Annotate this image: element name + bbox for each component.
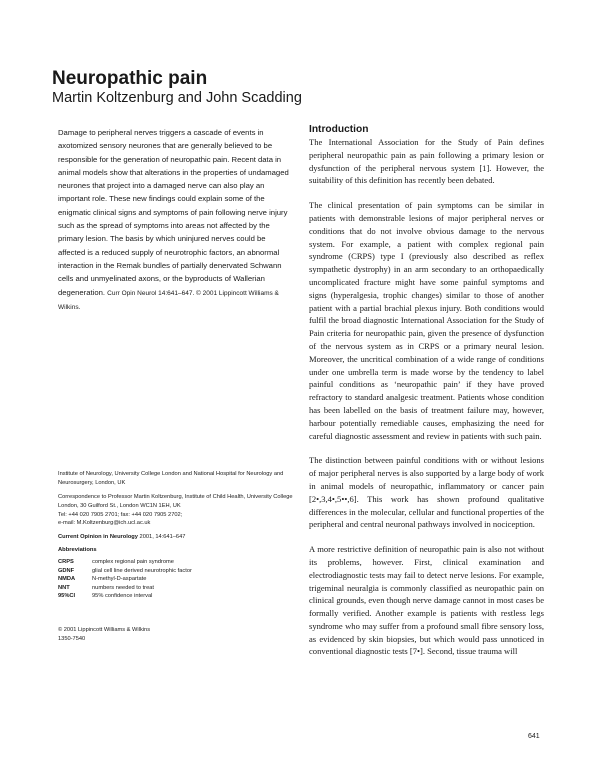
abbreviations-heading: Abbreviations <box>58 547 97 553</box>
abbreviation-item <box>58 567 192 576</box>
abbreviation-value: 95% confidence interval <box>92 593 153 600</box>
introduction-heading: Introduction <box>309 124 369 135</box>
correspondence-email: e-mail: M.Koltzenburg@ich.ucl.ac.uk <box>58 520 151 527</box>
journal-name: Current Opinion in Neurology <box>58 534 138 540</box>
journal-citation <box>58 533 294 542</box>
abbreviation-value: glial cell line derived neurotrophic factor <box>92 567 192 574</box>
correspondence <box>58 493 294 528</box>
copyright-line: © 2001 Lippincott Williams & Wilkins <box>58 627 151 633</box>
correspondence-phone: Tel: +44 020 7905 2701; fax: +44 020 7905 2702; <box>58 511 183 518</box>
introduction-paragraph: The distinction between painful conditions with or without lesions of major peripheral nerves is also supported by a large body of work in animal models of neuropathic, inflammatory or cancer pain [2•,3,4•,5••,6]. This work has shown profound qualitative differences in the molecular, cellular and functional properties of the peripheral and central neuronal pathways involved in nociception. <box>309 455 544 530</box>
copyright-notice <box>58 626 150 644</box>
abbreviation-value: N-methyl-D-aspartate <box>92 576 147 583</box>
abbreviations-list <box>58 558 192 601</box>
abbreviation-item <box>58 592 192 601</box>
abbreviation-key: 95%CI <box>58 593 76 600</box>
introduction-section <box>309 124 544 670</box>
abbreviation-item <box>58 575 192 584</box>
abbreviation-key: NNT <box>58 584 70 591</box>
journal-details: 2001, 14:641–647 <box>139 534 186 540</box>
abstract-text: Damage to peripheral nerves triggers a cascade of events in axotomized sensory neurones that are generally believed to be responsible for the generation of neuropathic pain. Recent data in animal models show that alterations in the properties of undamaged neurones that project into a damaged nerve can also play an important role. These new findings could explain some of the enigmatic clinical signs and symptoms of pain following nerve injury such as the spread of symptoms into areas not affected by the primary lesion. The basis by which uninjured nerves could be affected is a reduced supply of neurotrophic factors, an abnormal interaction in the Remak bundles of partially denervated Schwann cells and unmyelinated axons, or the byproducts of Wallerian degeneration. <box>58 128 289 297</box>
abbreviation-key: NMDA <box>58 576 76 583</box>
correspondence-address: Correspondence to Professor Martin Koltzenburg, Institute of Child Health, University College London, 30 Guilford St., London WC1N 1EH, UK <box>58 494 293 509</box>
abbreviation-item <box>58 584 192 593</box>
introduction-paragraph: The clinical presentation of pain symptoms can be similar in patients with demonstrable lesions of major peripheral nerves or conditions that do not involve obvious damage to the nervous system. For example, a patient with complex regional pain syndrome (CRPS) type I (previously also described as reflex sympathetic dystrophy) in an arm secondary to an orthopaedically uncomplicated fracture might have some painful symptoms and signs (hyperalgesia, trophic changes) similar to those of another patient with a partial brachial plexus injury. Both conditions would fulfil the broad diagnostic International Association for the Study of Pain criteria for neuropathic pain, given the presence of dysfunction of the nervous system as in CRPS or a primary neural lesion. Moreover, the uncritical combination of a wide range of conditions under one umbrella term is made worse by the tendency to label painful conditions as ‘neuropathic pain’ if they have proved refractory to standard analgesic treatment. Patients whose condition has been labelled on the basis of treatment failure may, however, harbour potentially remediable causes, emphasizing the need for careful diagnostic assessment and review in patients with such pain. <box>309 200 544 441</box>
affiliation: Institute of Neurology, University College London and National Hospital for Neurology and Neurosurgery, London, UK <box>58 471 284 486</box>
introduction-paragraph: A more restrictive definition of neuropathic pain is also not without its problems, however. First, clinical examination and electrodiagnostic tests may fail to detect nerve lesions. For example, trigeminal neuralgia is commonly classified as neuropathic pain on clinical grounds, even though nerve damage cannot in most cases be formally verified. Another example is patients with restless legs syndrome who may suffer from a profound small fibre sensory loss, as evidenced by skin biopsies, but which would pass unnoticed in conventional diagnostic tests [7•]. Second, tissue trauma will <box>309 544 544 657</box>
abstract-citation: Curr Opin Neurol 14:641–647. © 2001 Lippincott Williams & Wilkins. <box>58 289 279 311</box>
article-title: Neuropathic pain <box>52 68 208 89</box>
article-authors: Martin Koltzenburg and John Scadding <box>52 90 302 106</box>
abbreviation-key: GDNF <box>58 567 75 574</box>
page-number: 641 <box>528 733 540 740</box>
issn: 1350-7540 <box>58 635 86 642</box>
abbreviation-value: complex regional pain syndrome <box>92 559 174 565</box>
abbreviation-item <box>58 558 192 567</box>
abbreviation-value: numbers needed to treat <box>92 584 154 591</box>
abbreviation-key: CRPS <box>58 559 74 565</box>
introduction-paragraph: The International Association for the Study of Pain defines peripheral neuropathic pain as pain following a primary lesion or dysfunction of the peripheral nervous system [1]. However, the suitability of this definition has recently been debated. <box>309 137 544 186</box>
abstract <box>58 126 290 314</box>
